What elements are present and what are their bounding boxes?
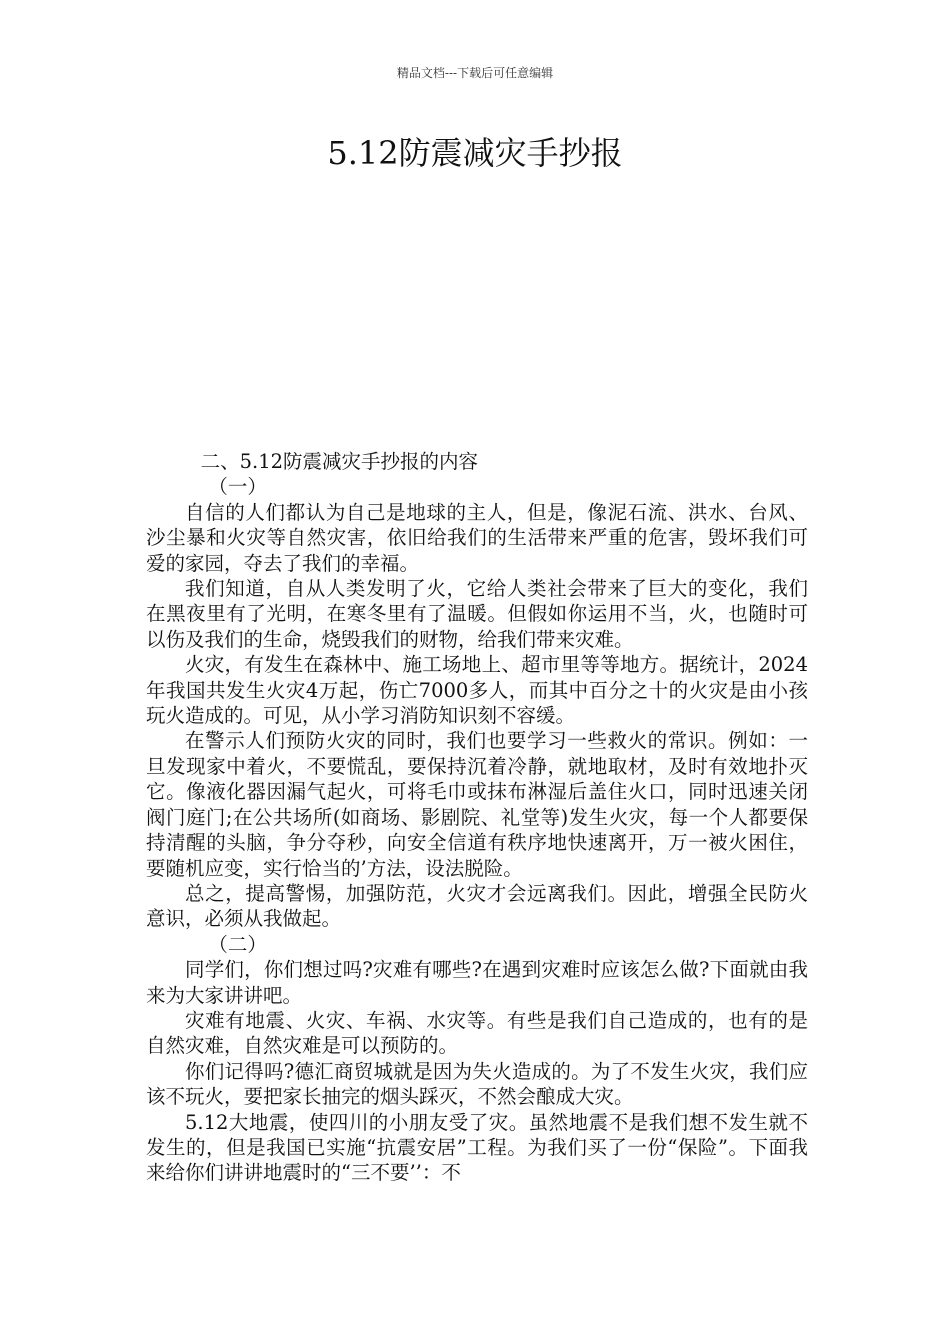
paragraph: 在警示人们预防火灾的同时，我们也要学习一些救火的常识。例如：一旦发现家中着火，不要慌乱，要保持沉着冷静，就地取材，及时有效地扑灭它。像液化器因漏气起火，可将毛巾或抹布淋湿后盖住火口，同时迅速关闭阀门庭门;在公共场所(如商场、影剧院、礼堂等)发生火灾，每一个人都要保持清醒的头脑，争分夺秒，向安全信道有秩序地快速离开，万一被火困住，要随机应变，实行恰当的’方法，设法脱险。 — [146, 729, 808, 880]
document-body — [146, 449, 808, 1186]
paragraph: 你们记得吗?德汇商贸城就是因为失火造成的。为了不发生火灾，我们应该不玩火，要把家长抽完的烟头踩灭，不然会酿成大灾。 — [146, 1059, 808, 1109]
section-heading: 二、5.12防震减灾手抄报的内容 — [200, 450, 479, 473]
paragraph: 同学们，你们想过吗?灾难有哪些?在遇到灾难时应该怎么做?下面就由我来为大家讲讲吧。 — [146, 958, 808, 1007]
document-title: 5.12防震减灾手抄报 — [327, 134, 623, 172]
page-header: 精品文档---下载后可任意编辑 — [396, 66, 554, 80]
paragraph: 灾难有地震、火灾、车祸、水灾等。有些是我们自己造成的，也有的是自然灾难，自然灾难是可以预防的。 — [146, 1008, 808, 1058]
paragraph: 火灾，有发生在森林中、施工场地上、超市里等等地方。据统计，2024年我国共发生火灾4万起，伤亡7000多人，而其中百分之十的火灾是由小孩玩火造成的。可见，从小学习消防知识刻不容缓。 — [146, 653, 808, 728]
paragraph: 5.12大地震，使四川的小朋友受了灾。虽然地震不是我们想不发生就不发生的，但是我国已实施“抗震安居”工程。为我们买了一份“保险”。下面我来给你们讲讲地震时的“三不要’’：不 — [146, 1110, 808, 1185]
paragraph: 自信的人们都认为自己是地球的主人，但是，像泥石流、洪水、台风、沙尘暴和火灾等自然灾害，依旧给我们的生活带来严重的危害，毁坏我们可爱的家园，夺去了我们的幸福。 — [146, 500, 808, 575]
part-one-label: （一） — [208, 475, 267, 499]
paragraph: 我们知道，自从人类发明了火，它给人类社会带来了巨大的变化，我们在黑夜里有了光明，在寒冬里有了温暖。但假如你运用不当，火，也随时可以伤及我们的生命，烧毁我们的财物，给我们带来灾难。 — [146, 577, 808, 651]
paragraph: 总之，提高警惕，加强防范，火灾才会远离我们。因此，增强全民防火意识，必须从我做起。 — [146, 881, 808, 931]
part-two-label: （二） — [208, 932, 267, 956]
